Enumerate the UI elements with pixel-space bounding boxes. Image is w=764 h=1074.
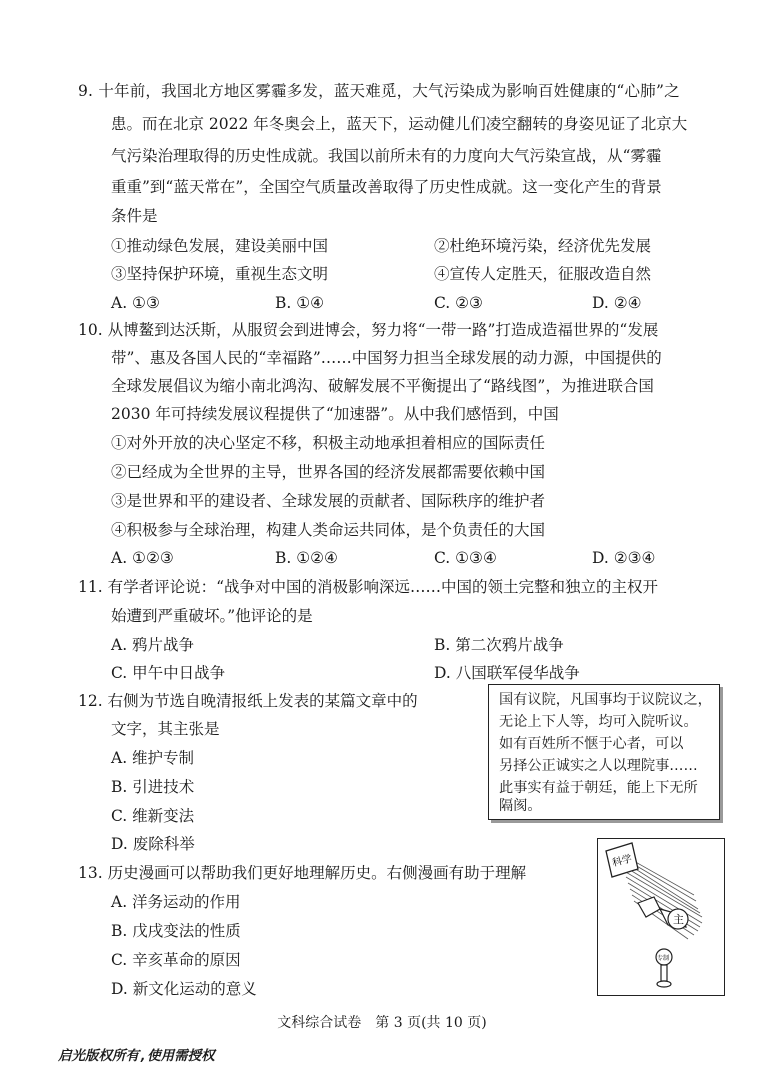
excerpt-line-5: 此事实有益于朝廷，能上下无所 (499, 780, 698, 796)
q10-option-c: C. ①③④ (434, 549, 497, 567)
q11-line-1: 11. 有学者评论说：“战争对中国的消极影响深远……中国的领土完整和独立的主权开 (78, 578, 659, 596)
q9-statement-3: ③坚持保护环境，重视生态文明 (111, 265, 329, 283)
q11-option-d: D. 八国联军侵华战争 (434, 664, 580, 682)
q10-line-1: 10. 从博鳌到达沃斯，从服贸会到进博会，努力将“一带一路”打造成造福世界的“发展 (78, 321, 659, 339)
q9-option-c: C. ②③ (434, 294, 483, 312)
newspaper-excerpt-box (488, 684, 720, 820)
q9-line-4: 重重”到“蓝天常在”，全国空气质量改善取得了历史性成就。这一变化产生的背景 (111, 178, 662, 196)
q11-option-b: B. 第二次鸦片战争 (434, 636, 564, 654)
excerpt-line-1: 国有议院，凡国事均于议院议之， (499, 692, 712, 708)
page-footer: 文科综合试卷 第 3 页(共 10 页) (277, 1015, 487, 1031)
q9-option-b: B. ①④ (275, 294, 325, 312)
q10-line-2: 带”、惠及各国人民的“幸福路”……中国努力担当全球发展的动力源，中国提供的 (111, 349, 662, 367)
q10-statement-4: ④积极参与全球治理，构建人类命运共同体，是个负责任的大国 (111, 521, 546, 539)
q12-option-a: A. 维护专制 (111, 749, 195, 767)
excerpt-line-2: 无论上下人等，均可入院听议。 (499, 714, 698, 730)
history-cartoon (597, 838, 725, 996)
q10-statement-3: ③是世界和平的建设者、全球发展的贡献者、国际秩序的维护者 (111, 492, 546, 510)
q12-option-d: D. 废除科举 (111, 835, 195, 853)
q9-statement-1: ①推动绿色发展，建设美丽中国 (111, 237, 329, 255)
q13-line-1: 13. 历史漫画可以帮助我们更好地理解历史。右侧漫画有助于理解 (78, 864, 527, 882)
q9-option-a: A. ①③ (111, 294, 160, 312)
excerpt-line-6: 隔阂。 (499, 798, 542, 814)
q11-line-2: 始遭到严重破坏。”他评论的是 (111, 607, 313, 625)
q13-option-c: C. 辛亥革命的原因 (111, 951, 241, 969)
q9-line-1: 9. 十年前，我国北方地区雾霾多发，蓝天难觅，大气污染成为影响百姓健康的“心肺”之 (78, 82, 680, 100)
q12-option-c: C. 维新变法 (111, 807, 195, 825)
q10-option-b: B. ①②④ (275, 549, 338, 567)
q11-option-c: C. 甲午中日战争 (111, 664, 226, 682)
excerpt-line-3: 如有百姓所不惬于心者，可以 (499, 736, 684, 752)
q13-option-a: A. 洋务运动的作用 (111, 893, 241, 911)
q10-statement-1: ①对外开放的决心坚定不移，积极主动地承担着相应的国际责任 (111, 434, 546, 452)
cartoon-label-bottom: 专制 (657, 955, 670, 962)
q9-option-d: D. ②④ (592, 294, 642, 312)
cartoon-label-mid: 主 (673, 913, 684, 926)
q9-line-5: 条件是 (111, 207, 158, 225)
q9-line-2: 患。而在北京 2022 年冬奥会上，蓝天下，运动健儿们凌空翻转的身姿见证了北京大 (111, 115, 688, 133)
q13-option-b: B. 戊戌变法的性质 (111, 922, 241, 940)
excerpt-line-4: 另择公正诚实之人以理院事…… (499, 758, 698, 774)
q12-option-b: B. 引进技术 (111, 778, 195, 796)
cartoon-label-top: 科学 (611, 853, 634, 870)
q11-option-a: A. 鸦片战争 (111, 636, 195, 654)
q10-statement-2: ②已经成为全世界的主导，世界各国的经济发展都需要依赖中国 (111, 463, 546, 481)
q10-option-a: A. ①②③ (111, 549, 174, 567)
q12-line-1: 12. 右侧为节选自晚清报纸上发表的某篇文章中的 (78, 692, 418, 710)
q10-line-3: 全球发展倡议为缩小南北鸿沟、破解发展不平衡提出了“路线图”，为推进联合国 (111, 377, 654, 395)
q9-statement-4: ④宣传人定胜天，征服改造自然 (434, 265, 652, 283)
q9-line-3: 气污染治理取得的历史性成就。我国以前所未有的力度向大气污染宣战，从“雾霾 (111, 147, 662, 165)
q13-option-d: D. 新文化运动的意义 (111, 980, 257, 998)
q9-statement-2: ②杜绝环境污染，经济优先发展 (434, 237, 652, 255)
cartoon-illustration (598, 839, 724, 995)
q12-line-2: 文字，其主张是 (111, 720, 220, 738)
q10-option-d: D. ②③④ (592, 549, 656, 567)
copyright-note: 启光版权所有,使用需授权 (58, 1048, 215, 1064)
q10-line-4: 2030 年可持续发展议程提供了“加速器”。从中我们感悟到，中国 (111, 405, 559, 423)
